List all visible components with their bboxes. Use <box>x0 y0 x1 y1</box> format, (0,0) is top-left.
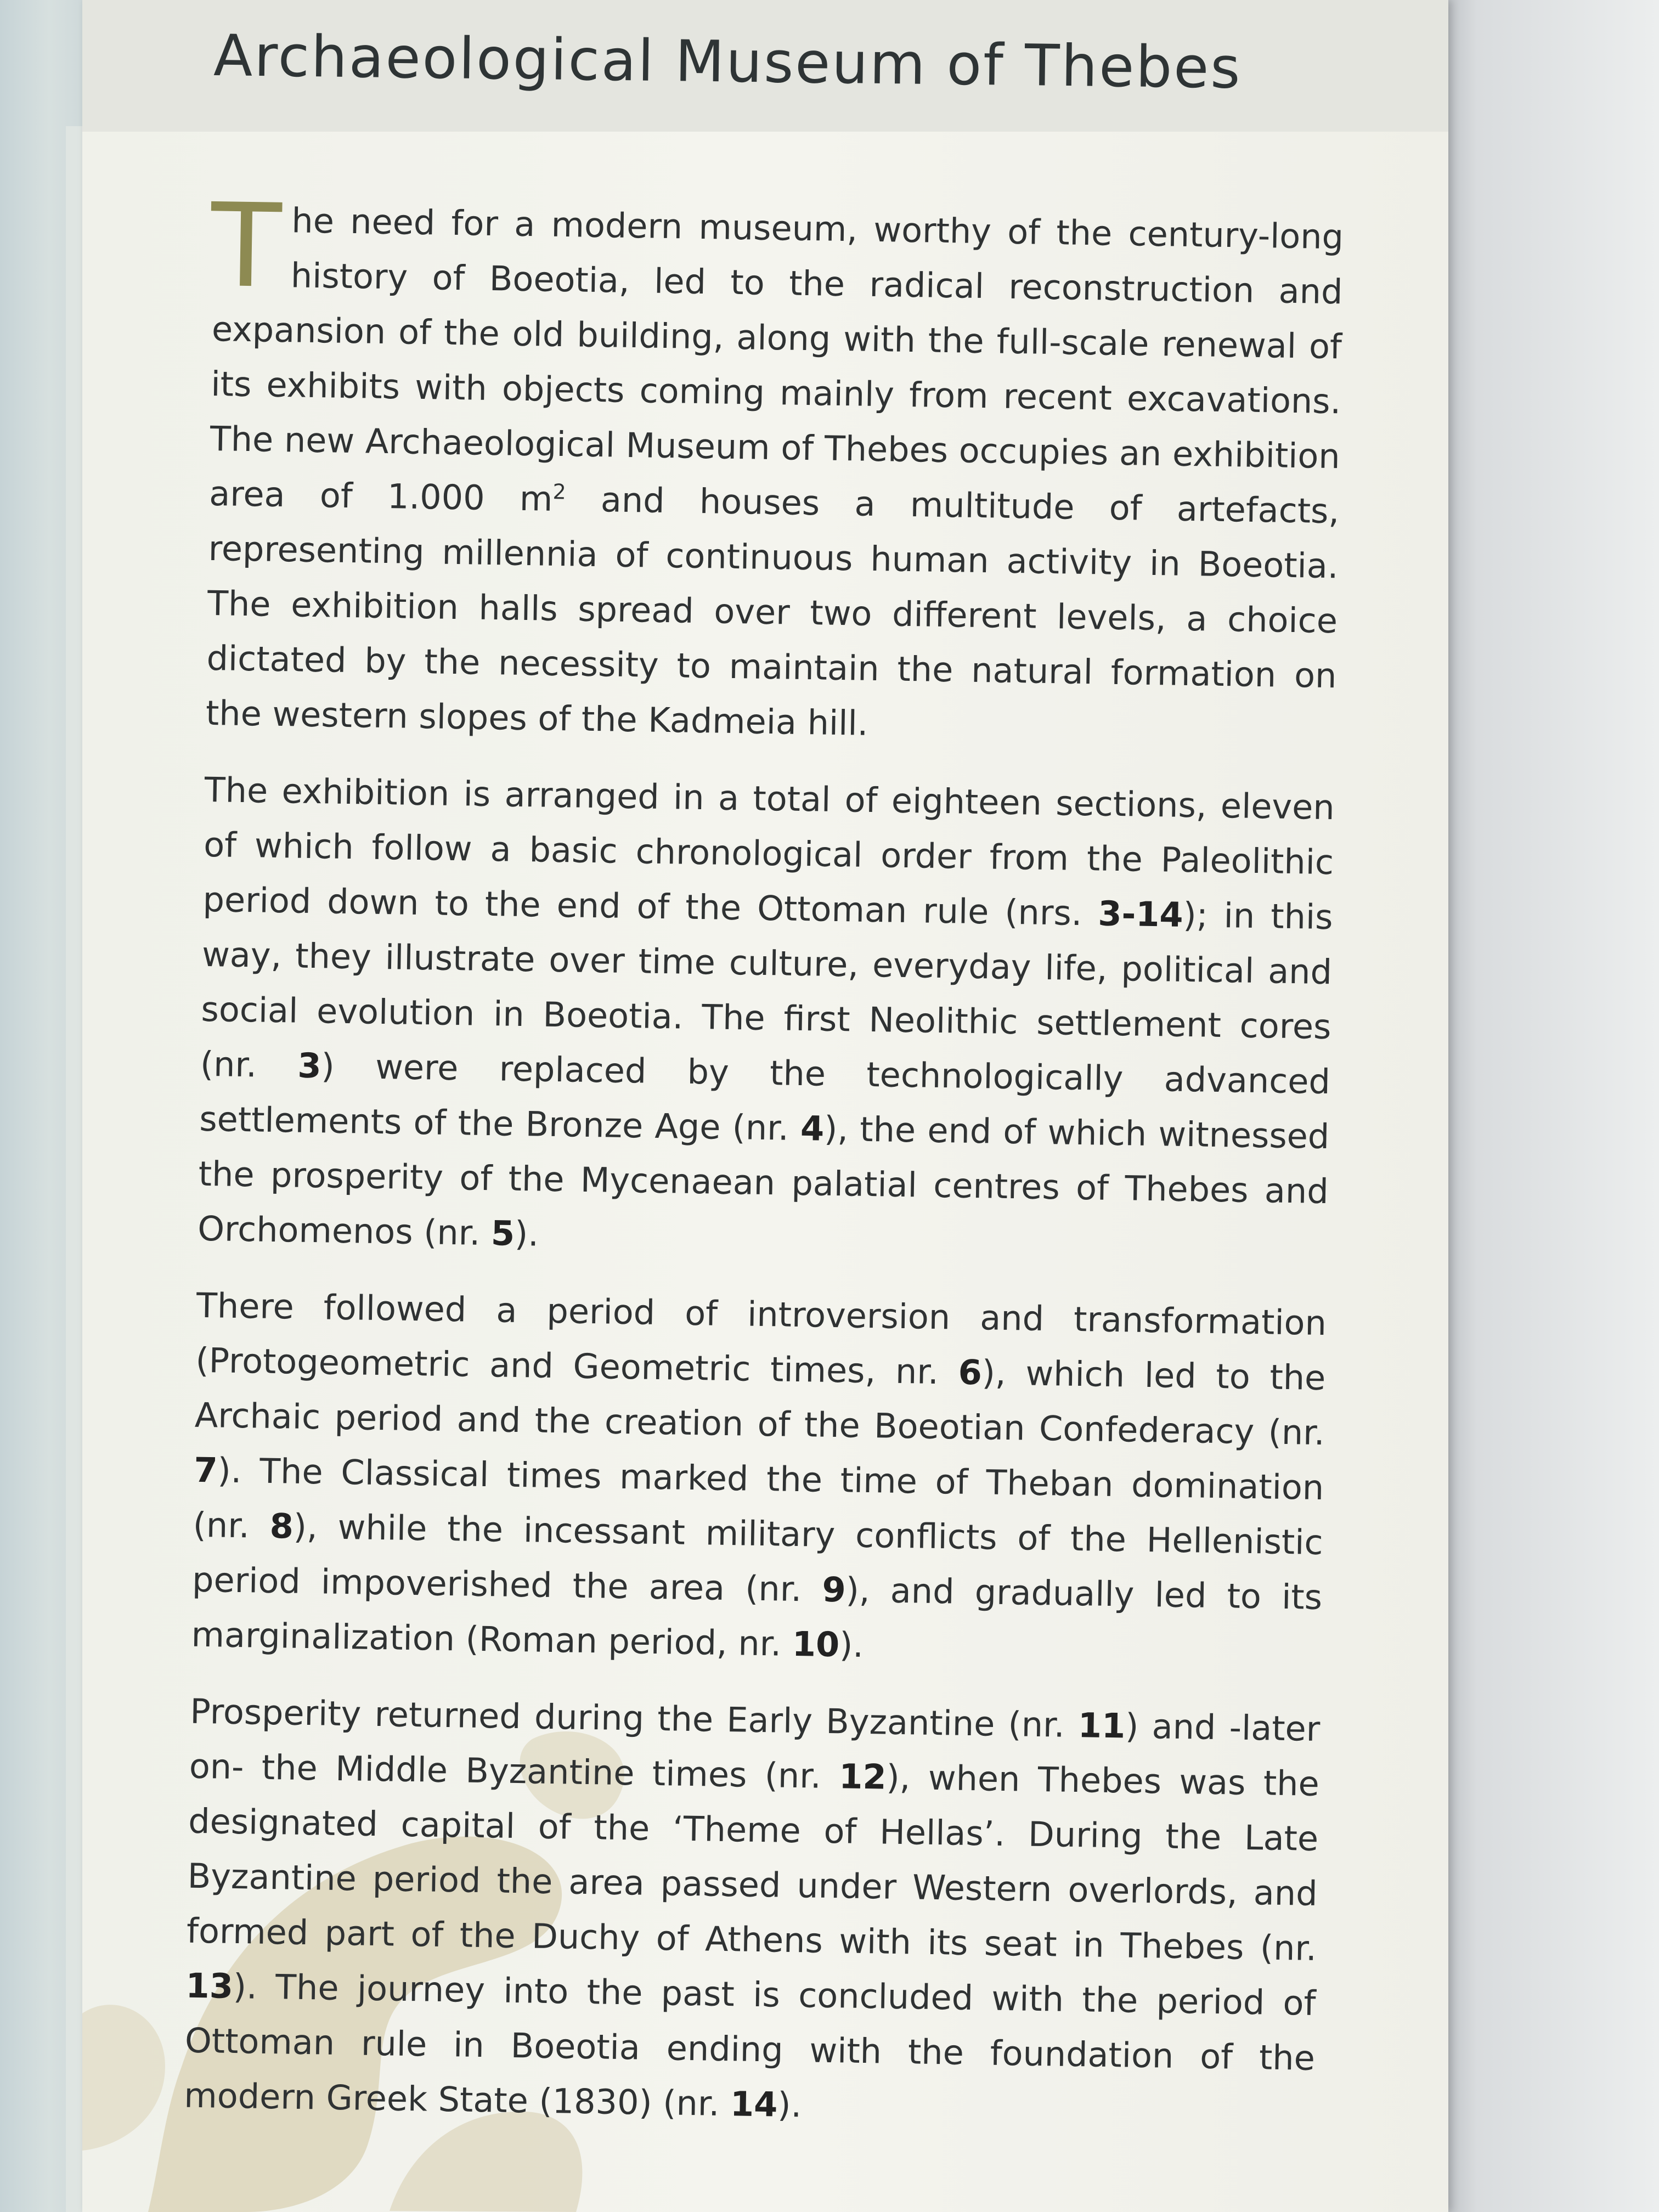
paragraph-classical-periods: There followed a period of introversion and transformation (Protogeometric and Geometric times, nr. 6), which led to the Archaic period and the creation of the Boeotian Confederacy (nr. 7). The Classical times marked the time of Theban domination (nr. 8), while the incessant military conflicts of the Hellenistic period impoverished the area (nr. 9), and gradually led to its marginalization (Roman period, nr. 10). <box>191 1285 1327 1665</box>
paragraph-intro: The need for a modern museum, worthy of the century-long history of Boeotia, led to the radical reconstruction and expansion of the old building, along with the full-scale renewal of its exhibits with objects coming mainly from recent excavations. The new Archaeological Museum of Thebes occupies an exhibition area of 1.000 $m^2$ and houses a multitude of artefacts, representing millennia of continuous human activity in Boeotia. The exhibition halls spread over two different levels, a choice dictated by the necessity to maintain the natural formation on the western slopes of the Kadmeia hill. <box>205 178 1344 743</box>
paragraph-byzantine-ottoman: Prosperity returned during the Early Byzantine (nr. 11) and -later on- the Middle Byzantine times (nr. 12), when Thebes was the designated capital of the ‘Theme of Hellas’. During the Late Byzantine period the area passed under Western overlords, and formed part of the Duchy of Athens with its seat in Thebes (nr. 13). The journey into the past is concluded with the period of Ottoman rule in Boeotia ending with the foundation of the modern Greek State (1830) (nr. 14). <box>183 1691 1321 2125</box>
article-body <box>183 178 1344 2163</box>
brochure-page <box>82 0 1448 2212</box>
adjacent-page-edge <box>66 126 82 2212</box>
motif-leaf-4 <box>82 2005 165 2151</box>
adjacent-brochure-page <box>0 0 82 2212</box>
title-band <box>82 0 1448 132</box>
page-title: Archaeological Museum of Thebes <box>213 22 1243 101</box>
paragraph-exhibition-arrangement: The exhibition is arranged in a total of eighteen sections, eleven of which follow a basic chronological order from the Paleolithic period down to the end of the Ottoman rule (nrs. 3-14); in this way, they illustrate over time culture, everyday life, political and social evolution in Boeotia. The first Neolithic settlement cores (nr. 3) were replaced by the technologically advanced settlements of the Bronze Age (nr. 4), the end of which witnessed the prosperity of the Mycenaean palatial centres of Thebes and Orchomenos (nr. 5). <box>197 769 1335 1254</box>
background-surface <box>1445 0 1659 2212</box>
drop-cap: T <box>210 178 283 314</box>
